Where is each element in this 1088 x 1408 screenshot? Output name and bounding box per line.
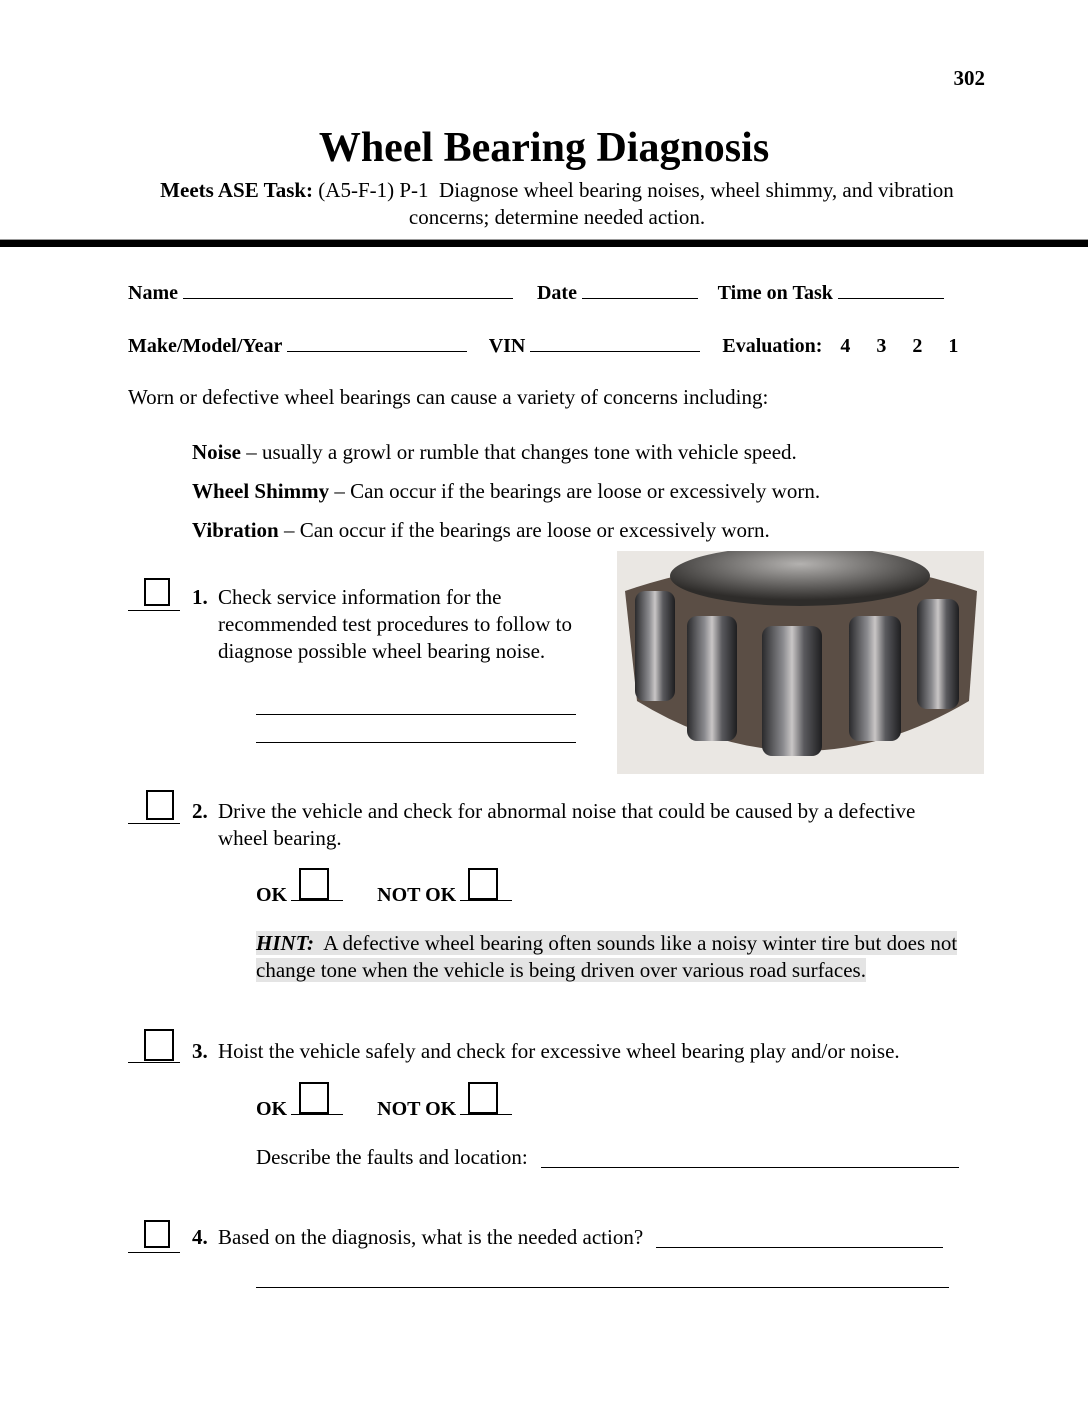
- intro-text: Worn or defective wheel bearings can cause a variety of concerns including:: [128, 385, 769, 409]
- hint-box: [256, 930, 976, 984]
- step-text-line: Check service information for the: [218, 585, 502, 609]
- step-2-text: [218, 798, 915, 852]
- step-3-number: 3.: [192, 1039, 208, 1063]
- step-3-result: [256, 1090, 512, 1121]
- needed-action-field-1[interactable]: [656, 1247, 943, 1248]
- page-number: 302: [953, 66, 985, 90]
- step-4-checkbox[interactable]: [144, 1220, 170, 1248]
- info-row-1: [128, 280, 944, 305]
- step-text-line: recommended test procedures to follow to: [218, 612, 572, 636]
- step-2-not-ok-checkbox[interactable]: [468, 868, 498, 900]
- step-3-text: [218, 1038, 900, 1065]
- concern-description: – usually a growl or rumble that changes tone with vehicle speed.: [241, 440, 797, 464]
- step-3-checkbox-line: [128, 1032, 180, 1063]
- evaluation-option-4[interactable]: 4: [840, 335, 851, 357]
- ase-task-label: Meets ASE Task:: [160, 178, 314, 202]
- step-4-checkbox-line: [128, 1222, 180, 1253]
- name-label: Name: [128, 282, 178, 304]
- evaluation-option-3[interactable]: 3: [876, 335, 887, 357]
- step-1-answer-line-1[interactable]: [256, 714, 576, 715]
- vin-field[interactable]: [530, 333, 700, 352]
- name-field[interactable]: [183, 280, 513, 299]
- step-1-answer-line-2[interactable]: [256, 742, 576, 743]
- concern-wheel-shimmy: [192, 479, 820, 504]
- not-ok-label: NOT OK: [377, 1098, 457, 1120]
- step-4-number: 4.: [192, 1225, 208, 1249]
- concern-term: Wheel Shimmy: [192, 479, 330, 503]
- step-2-result: [256, 876, 512, 907]
- step-3-ok-checkbox[interactable]: [299, 1082, 329, 1114]
- bearing-photo: [617, 551, 984, 774]
- step-1-checkbox[interactable]: [144, 578, 170, 606]
- info-row-2: [128, 333, 958, 358]
- concern-vibration: [192, 518, 770, 543]
- step-3-not-ok-checkbox[interactable]: [468, 1082, 498, 1114]
- concern-description: – Can occur if the bearings are loose or excessively worn.: [329, 479, 821, 503]
- concern-term: Vibration: [192, 518, 279, 542]
- step-1-number: 1.: [192, 585, 208, 609]
- ok-label: OK: [256, 884, 288, 906]
- concern-noise: [192, 440, 797, 465]
- ase-task-text-line2: concerns; determine needed action.: [408, 205, 706, 229]
- step-text-line: Based on the diagnosis, what is the needed action?: [218, 1225, 644, 1249]
- step-2-checkbox[interactable]: [146, 790, 174, 820]
- step-3-checkbox[interactable]: [144, 1029, 174, 1061]
- step-1-text: [218, 584, 572, 665]
- header-divider: [0, 239, 1088, 247]
- step-text-line: Hoist the vehicle safely and check for excessive wheel bearing play and/or noise.: [218, 1039, 900, 1063]
- ase-task: [100, 177, 1014, 231]
- date-field[interactable]: [582, 280, 698, 299]
- hint-label: HINT:: [256, 931, 314, 955]
- step-text-line: diagnose possible wheel bearing noise.: [218, 639, 546, 663]
- step-text-line: wheel bearing.: [218, 826, 342, 850]
- concern-term: Noise: [192, 440, 241, 464]
- step-2-number: 2.: [192, 799, 208, 823]
- step-1-checkbox-line: [128, 580, 180, 611]
- tapered-roller-bearing-image: [617, 551, 984, 774]
- step-2-checkbox-line: [128, 793, 180, 824]
- time-on-task-label: Time on Task: [717, 282, 833, 304]
- time-on-task-field[interactable]: [838, 280, 944, 299]
- step-4-text: [218, 1224, 643, 1251]
- needed-action-field-2[interactable]: [256, 1287, 949, 1288]
- page-title: Wheel Bearing Diagnosis: [318, 125, 770, 171]
- hint-text-line2: change tone when the vehicle is being driven over various road surfaces.: [256, 958, 866, 982]
- not-ok-label: NOT OK: [377, 884, 457, 906]
- evaluation-option-1[interactable]: 1: [948, 335, 959, 357]
- describe-faults-label: Describe the faults and location:: [256, 1145, 528, 1169]
- evaluation-label: Evaluation:: [722, 335, 823, 357]
- make-model-year-field[interactable]: [287, 333, 467, 352]
- vin-label: VIN: [488, 335, 526, 357]
- describe-faults-field[interactable]: [541, 1167, 959, 1168]
- concern-description: – Can occur if the bearings are loose or excessively worn.: [278, 518, 770, 542]
- step-2-ok-checkbox[interactable]: [299, 868, 329, 900]
- make-model-year-label: Make/Model/Year: [128, 335, 283, 357]
- evaluation-option-2[interactable]: 2: [912, 335, 923, 357]
- ok-label: OK: [256, 1098, 288, 1120]
- hint-text-line1: A defective wheel bearing often sounds like a noisy winter tire but does not: [313, 931, 958, 955]
- ase-task-text: (A5-F-1) P-1 Diagnose wheel bearing noises, wheel shimmy, and vibration: [318, 178, 954, 202]
- date-label: Date: [536, 282, 577, 304]
- step-text-line: Drive the vehicle and check for abnormal noise that could be caused by a defective: [218, 799, 916, 823]
